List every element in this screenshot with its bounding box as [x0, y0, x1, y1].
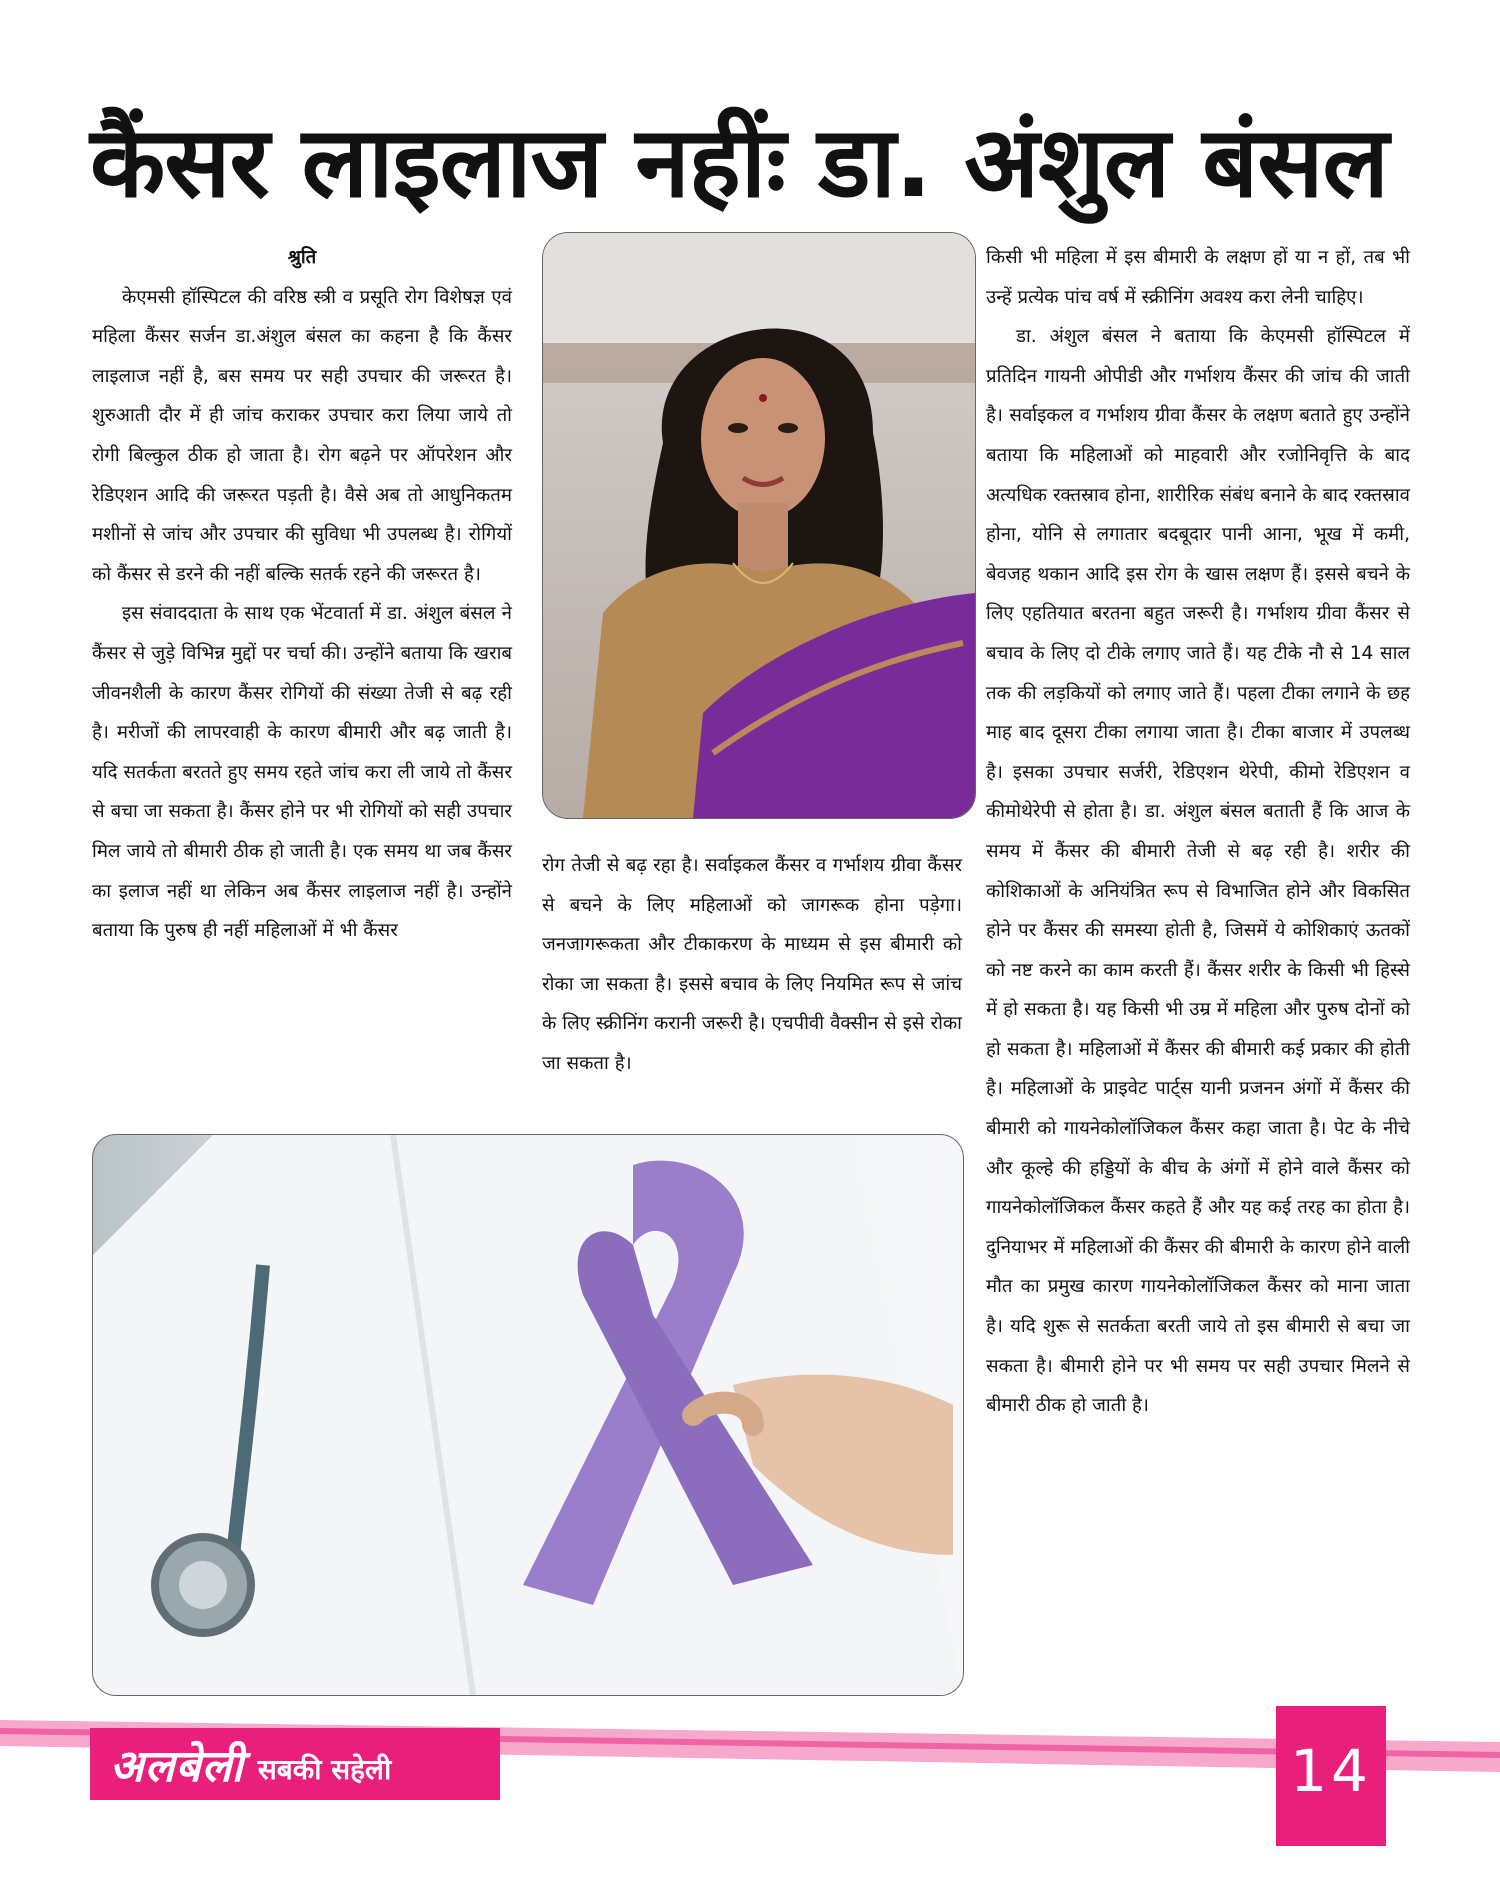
- article-column-2: [542, 846, 962, 1084]
- paragraph: इस संवाददाता के साथ एक भेंटवार्ता में डा. अंशुल बंसल ने कैंसर से जुड़े विभिन्न मुद्दों पर चर्चा की। उन्होंने बताया कि खराब जीवनशैली के कारण कैंसर रोगियों की संख्या तेजी से बढ़ रही है। मरीजों की लापरवाही के कारण बीमारी और बढ़ जाती है। यदि सतर्कता बरतते हुए समय रहते जांच करा ली जाये तो कैंसर से बचा जा सकता है। कैंसर होने पर भी रोगियों को सही उपचार मिल जाये तो बीमारी ठीक हो जाती है। एक समय था जब कैंसर का इलाज नहीं था लेकिन अब कैंसर लाइलाज नहीं है। उन्होंने बताया कि पुरुष ही नहीं महिलाओं में भी कैंसर: [92, 603, 512, 942]
- logo-title: अलबेली: [110, 1741, 244, 1792]
- portrait-illustration: [543, 233, 975, 818]
- article-column-1: [92, 238, 512, 951]
- paragraph: रोग तेजी से बढ़ रहा है। सर्वाइकल कैंसर व गर्भाशय ग्रीवा कैंसर से बचने के लिए महिलाओं को जागरूक होना पड़ेगा। जनजागरूकता और टीकाकरण के माध्यम से इस बीमारी को रोका जा सकता है। इससे बचाव के लिए नियमित रूप से जांच के लिए स्क्रीनिंग करानी जरूरी है। एचपीवी वैक्सीन से इसे रोका जा सकता है।: [542, 855, 962, 1074]
- logo-tagline: सबकी सहेली: [257, 1753, 392, 1786]
- headline: कैंसर लाइलाज नहींः डा. अंशुल बंसल: [90, 106, 1388, 220]
- doctor-portrait-photo: [542, 232, 976, 819]
- article-column-3: [986, 238, 1410, 1426]
- ribbon-illustration: [93, 1135, 963, 1695]
- paragraph: डा. अंशुल बंसल ने बताया कि केएमसी हॉस्पिटल में प्रतिदिन गायनी ओपीडी और गर्भाशय कैंसर की जांच की जाती है। सर्वाइकल व गर्भाशय ग्रीवा कैंसर के लक्षण बताते हुए उन्होंने बताया कि महिलाओं को माहवारी और रजोनिवृत्ति के बाद अत्यधिक रक्तस्राव होना, शारीरिक संबंध बनाने के बाद रक्तस्राव होना, योनि से लगातार बदबूदार पानी आना, भूख में कमी, बेवजह थकान आदि इस रोग के खास लक्षण हैं। इससे बचने के लिए एहतियात बरतना बहुत जरूरी है। गर्भाशय ग्रीवा कैंसर से बचाव के लिए दो टीके लगाए जाते हैं। यह टीके नौ से 14 साल तक की लड़कियों को लगाए जाते हैं। पहला टीका लगाने के छह माह बाद दूसरा टीका लगाया जाता है। टीका बाजार में उपलब्ध है। इसका उपचार सर्जरी, रेडिएशन थेरेपी, कीमो रेडिएशन व कीमोथेरेपी से होता है। डा. अंशुल बंसल बताती हैं कि आज के समय में कैंसर की बीमारी तेजी से बढ़ रही है। शरीर की कोशिकाओं के अनियंत्रित रूप से विभाजित होने और विकसित होने पर कैंसर की समस्या होती है, जिसमें ये कोशिकाएं ऊतकों को नष्ट करने का काम करती हैं। कैंसर शरीर के किसी भी हिस्से में हो सकता है। यह किसी भी उम्र में महिला और पुरुष दोनों को हो सकता है। महिलाओं में कैंसर की बीमारी कई प्रकार की होती है। महिलाओं के प्राइवेट पार्ट्स यानी प्रजनन अंगों में कैंसर की बीमारी को गायनेकोलॉजिकल कैंसर कहा जाता है। पेट के नीचे और कूल्हे की हड्डियों के बीच के अंगों में होने वाले कैंसर को गायनेकोलॉजिकल कैंसर कहते हैं और यह कई तरह का होता है। दुनियाभर में महिलाओं की कैंसर की बीमारी के कारण होने वाली मौत का प्रमुख कारण गायनेकोलॉजिकल कैंसर को माना जाता है। यदि शुरू से सतर्कता बरती जाये तो इस बीमारी से बचा जा सकता है। बीमारी होने पर भी समय पर सही उपचार मिलने से बीमारी ठीक हो जाती है।: [986, 326, 1410, 1417]
- paragraph: किसी भी महिला में इस बीमारी के लक्षण हों या न हों, तब भी उन्हें प्रत्येक पांच वर्ष में स्क्रीनिंग अवश्य करा लेनी चाहिए।: [986, 247, 1410, 308]
- byline: श्रुति: [287, 247, 317, 268]
- awareness-ribbon-photo: [92, 1134, 964, 1696]
- magazine-logo: [90, 1728, 500, 1800]
- paragraph: केएमसी हॉस्पिटल की वरिष्ठ स्त्री व प्रसूति रोग विशेषज्ञ एवं महिला कैंसर सर्जन डा.अंशुल बंसल का कहना है कि कैंसर लाइलाज नहीं है, बस समय पर सही उपचार की जरूरत है। शुरुआती दौर में ही जांच कराकर उपचार करा लिया जाये तो रोगी बिल्कुल ठीक हो जाता है। रोग बढ़ने पर ऑपरेशन और रेडिएशन आदि की जरूरत पड़ती है। वैसे अब तो आधुनिकतम मशीनों से जांच और उपचार की सुविधा भी उपलब्ध है। रोगियों को कैंसर से डरने की नहीं बल्कि सतर्क रहने की जरूरत है।: [92, 286, 512, 585]
- page-number: 14: [1276, 1706, 1386, 1846]
